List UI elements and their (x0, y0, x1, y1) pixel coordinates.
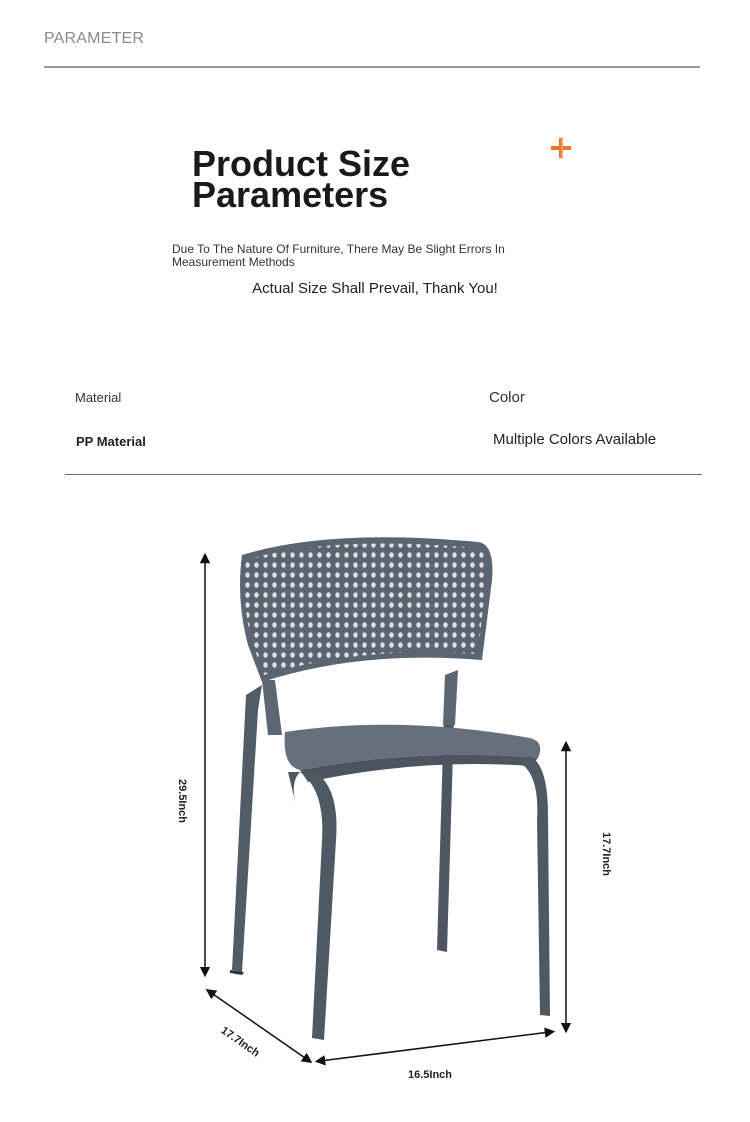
prevail-text: Actual Size Shall Prevail, Thank You! (252, 280, 498, 297)
specs-divider (65, 474, 702, 475)
color-value: Multiple Colors Available (493, 431, 657, 448)
section-label: PARAMETER (44, 30, 145, 47)
page-title (192, 143, 411, 215)
title-line-1: Product Size (192, 143, 411, 184)
material-label: Material (75, 390, 122, 405)
material-value: PP Material (76, 434, 146, 449)
seat-height-label: 17.7Inch (600, 831, 613, 877)
depth-label: 17.7Inch (218, 1024, 262, 1060)
width-label: 16.5Inch (408, 1069, 453, 1081)
color-label: Color (489, 389, 525, 406)
disclaimer-text: Due To The Nature Of Furniture, There May Be Slight Errors In Measurement Methods (172, 242, 505, 269)
chair-diagram (0, 520, 750, 1120)
total-height-label: 29.5Inch (176, 778, 189, 824)
chair-image (230, 537, 550, 1040)
title-line-2: Parameters (192, 174, 389, 215)
width-line (320, 1032, 550, 1061)
header-divider (44, 66, 700, 68)
plus-icon (550, 137, 572, 159)
